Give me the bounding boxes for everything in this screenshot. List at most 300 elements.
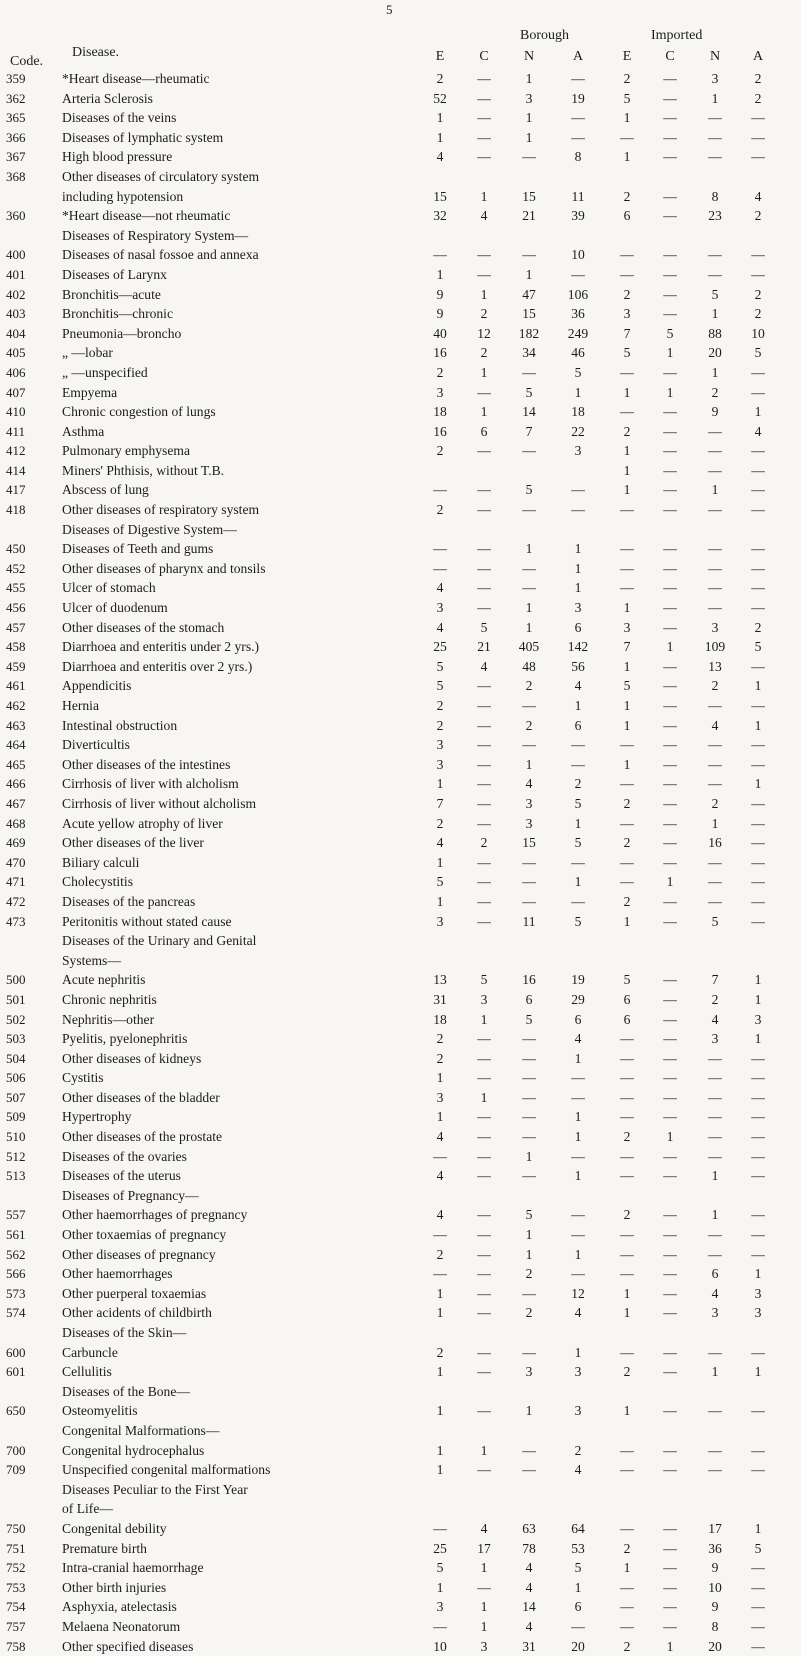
count-cell: 31	[514, 1637, 544, 1656]
count-cell: 1	[743, 970, 773, 990]
count-cell: 3	[425, 383, 455, 403]
disease-name: Other diseases of the bladder	[62, 1088, 414, 1108]
table-row	[0, 108, 801, 128]
table-row	[0, 1186, 801, 1206]
disease-code: 512	[6, 1147, 50, 1167]
table-row	[0, 285, 801, 305]
disease-code: 458	[6, 637, 50, 657]
disease-code: 406	[6, 363, 50, 383]
table-row	[0, 363, 801, 383]
count-cell: 1	[655, 343, 685, 363]
disease-name: Diseases of Larynx	[62, 265, 414, 285]
count-cell: 1	[700, 1166, 730, 1186]
count-cell: 6	[612, 990, 642, 1010]
count-cell: 9	[700, 1558, 730, 1578]
disease-code: 502	[6, 1010, 50, 1030]
disease-code: 367	[6, 147, 50, 167]
count-cell: 1	[469, 285, 499, 305]
col-header-imported-a: A	[743, 49, 773, 65]
count-cell: 5	[743, 343, 773, 363]
count-cell: 36	[563, 304, 593, 324]
page-number: 5	[386, 2, 393, 18]
count-cell: 2	[743, 285, 773, 305]
count-cell: —	[469, 853, 499, 873]
count-cell: —	[743, 108, 773, 128]
count-cell: 106	[563, 285, 593, 305]
col-header-borough-a: A	[563, 49, 593, 65]
count-cell: —	[743, 578, 773, 598]
disease-name: Congenital debility	[62, 1519, 414, 1539]
count-cell: —	[425, 559, 455, 579]
count-cell: 1	[563, 1578, 593, 1598]
count-cell: —	[612, 1049, 642, 1069]
count-cell: 5	[700, 285, 730, 305]
count-cell: —	[700, 578, 730, 598]
disease-name: Diverticultis	[62, 735, 414, 755]
count-cell: —	[743, 1558, 773, 1578]
count-cell: —	[655, 1049, 685, 1069]
count-cell: 40	[425, 324, 455, 344]
table-row	[0, 676, 801, 696]
count-cell: —	[514, 1441, 544, 1461]
disease-name: Other diseases of respiratory system	[62, 500, 414, 520]
count-cell: —	[612, 578, 642, 598]
count-cell: 3	[425, 735, 455, 755]
count-cell: 3	[514, 1362, 544, 1382]
col-header-borough-c: C	[469, 49, 499, 65]
count-cell: 5	[425, 1558, 455, 1578]
count-cell: —	[655, 1558, 685, 1578]
table-row	[0, 1362, 801, 1382]
disease-code: 709	[6, 1460, 50, 1480]
disease-name: Cirrhosis of liver without alcholism	[62, 794, 414, 814]
count-cell: 25	[425, 1539, 455, 1559]
table-row	[0, 1401, 801, 1421]
disease-name: Diseases of the ovaries	[62, 1147, 414, 1167]
count-cell: 12	[469, 324, 499, 344]
disease-code: 411	[6, 422, 50, 442]
count-cell: —	[655, 147, 685, 167]
count-cell: —	[655, 89, 685, 109]
table-row	[0, 1480, 801, 1500]
count-cell: 1	[469, 1088, 499, 1108]
count-cell: 2	[563, 1441, 593, 1461]
count-cell: 1	[612, 108, 642, 128]
disease-code: 404	[6, 324, 50, 344]
count-cell: —	[612, 245, 642, 265]
disease-code: 513	[6, 1166, 50, 1186]
count-cell: —	[425, 245, 455, 265]
disease-code: 455	[6, 578, 50, 598]
count-cell: —	[612, 1068, 642, 1088]
table-row	[0, 735, 801, 755]
count-cell: —	[743, 128, 773, 148]
count-cell: 6	[563, 716, 593, 736]
section-heading: Diseases of Pregnancy—	[62, 1186, 502, 1206]
disease-code: 504	[6, 1049, 50, 1069]
count-cell: 4	[425, 578, 455, 598]
count-cell: 1	[469, 402, 499, 422]
count-cell: —	[743, 500, 773, 520]
count-cell: —	[700, 1068, 730, 1088]
count-cell: —	[743, 833, 773, 853]
disease-name: Nephritis—other	[62, 1010, 414, 1030]
count-cell: —	[700, 1441, 730, 1461]
count-cell: 2	[743, 89, 773, 109]
count-cell: 3	[563, 1362, 593, 1382]
count-cell: 88	[700, 324, 730, 344]
table-row	[0, 912, 801, 932]
count-cell: 25	[425, 637, 455, 657]
count-cell: 17	[469, 1539, 499, 1559]
count-cell: 4	[469, 206, 499, 226]
count-cell: 1	[425, 1401, 455, 1421]
count-cell: —	[700, 598, 730, 618]
count-cell: —	[655, 1225, 685, 1245]
count-cell: —	[425, 1225, 455, 1245]
table-row	[0, 226, 801, 246]
count-cell: —	[700, 1460, 730, 1480]
count-cell: —	[700, 461, 730, 481]
count-cell: 5	[563, 833, 593, 853]
count-cell: —	[655, 794, 685, 814]
disease-name: Hypertrophy	[62, 1107, 414, 1127]
count-cell: —	[655, 108, 685, 128]
count-cell: —	[469, 69, 499, 89]
disease-code: 417	[6, 480, 50, 500]
count-cell: 6	[563, 1597, 593, 1617]
count-cell: —	[700, 539, 730, 559]
count-cell: 1	[743, 402, 773, 422]
table-row	[0, 343, 801, 363]
count-cell: 1	[425, 265, 455, 285]
table-row	[0, 1147, 801, 1167]
table-row	[0, 1068, 801, 1088]
disease-name: „ —unspecified	[62, 363, 414, 383]
table-row	[0, 1323, 801, 1343]
count-cell: 1	[743, 676, 773, 696]
count-cell: 12	[563, 1284, 593, 1304]
count-cell: —	[612, 1441, 642, 1461]
count-cell: —	[514, 578, 544, 598]
count-cell: 8	[700, 187, 730, 207]
count-cell: 3	[743, 1303, 773, 1323]
count-cell: —	[514, 1166, 544, 1186]
table-row	[0, 1421, 801, 1441]
count-cell: 4	[425, 1205, 455, 1225]
count-cell: —	[425, 1617, 455, 1637]
table-row	[0, 1558, 801, 1578]
count-cell: —	[655, 990, 685, 1010]
count-cell: —	[700, 1147, 730, 1167]
count-cell: 17	[700, 1519, 730, 1539]
count-cell: —	[743, 872, 773, 892]
count-cell: —	[700, 1049, 730, 1069]
count-cell: 3	[700, 618, 730, 638]
count-cell: 2	[514, 1264, 544, 1284]
table-row	[0, 89, 801, 109]
disease-code: 402	[6, 285, 50, 305]
disease-code: 366	[6, 128, 50, 148]
count-cell: —	[700, 147, 730, 167]
borough-group-header: Borough	[520, 28, 569, 44]
count-cell: —	[563, 128, 593, 148]
disease-code: 510	[6, 1127, 50, 1147]
count-cell: —	[655, 206, 685, 226]
disease-name: Intestinal obstruction	[62, 716, 414, 736]
count-cell: 2	[425, 500, 455, 520]
count-cell: 3	[700, 1029, 730, 1049]
table-row	[0, 931, 801, 951]
count-cell: —	[655, 1460, 685, 1480]
count-cell: —	[514, 872, 544, 892]
count-cell: —	[612, 735, 642, 755]
count-cell: 1	[743, 1362, 773, 1382]
count-cell: 2	[514, 716, 544, 736]
count-cell: —	[743, 1637, 773, 1656]
count-cell: 1	[425, 1068, 455, 1088]
count-cell: —	[469, 676, 499, 696]
count-cell: —	[655, 1617, 685, 1637]
table-row	[0, 814, 801, 834]
disease-code: 461	[6, 676, 50, 696]
disease-name: Diseases of lymphatic system	[62, 128, 414, 148]
count-cell: —	[655, 265, 685, 285]
count-cell: —	[469, 1068, 499, 1088]
count-cell: —	[469, 1147, 499, 1167]
count-cell: 8	[700, 1617, 730, 1637]
disease-code: 368	[6, 167, 50, 187]
table-row	[0, 167, 801, 187]
table-row	[0, 559, 801, 579]
count-cell: 5	[514, 1205, 544, 1225]
disease-name: Chronic nephritis	[62, 990, 414, 1010]
count-cell: 2	[700, 794, 730, 814]
table-row	[0, 1166, 801, 1186]
disease-code: 573	[6, 1284, 50, 1304]
count-cell: 1	[425, 1460, 455, 1480]
count-cell: 4	[700, 1284, 730, 1304]
count-cell: 3	[563, 441, 593, 461]
table-row	[0, 951, 801, 971]
disease-name: Other diseases of pregnancy	[62, 1245, 414, 1265]
count-cell: —	[655, 1343, 685, 1363]
count-cell: —	[655, 853, 685, 873]
disease-name: Pneumonia—broncho	[62, 324, 414, 344]
disease-code: 758	[6, 1637, 50, 1656]
count-cell: —	[700, 1107, 730, 1127]
disease-code: 456	[6, 598, 50, 618]
count-cell: 20	[700, 343, 730, 363]
count-cell: 9	[700, 1597, 730, 1617]
table-row	[0, 1264, 801, 1284]
count-cell: —	[655, 912, 685, 932]
count-cell: —	[469, 755, 499, 775]
table-row	[0, 265, 801, 285]
count-cell: —	[743, 912, 773, 932]
count-cell: 2	[612, 1362, 642, 1382]
count-cell: —	[655, 245, 685, 265]
count-cell: 1	[425, 1284, 455, 1304]
table-row	[0, 657, 801, 677]
count-cell: 5	[425, 657, 455, 677]
count-cell: —	[743, 1441, 773, 1461]
count-cell: —	[700, 872, 730, 892]
count-cell: —	[655, 970, 685, 990]
count-cell: 4	[563, 1460, 593, 1480]
count-cell: —	[469, 265, 499, 285]
count-cell: 2	[612, 794, 642, 814]
count-cell: —	[469, 539, 499, 559]
count-cell: —	[700, 1401, 730, 1421]
disease-code: 506	[6, 1068, 50, 1088]
count-cell: 1	[655, 1637, 685, 1656]
count-cell: 31	[425, 990, 455, 1010]
count-cell: —	[612, 1578, 642, 1598]
count-cell: 3	[700, 1303, 730, 1323]
count-cell: —	[612, 774, 642, 794]
count-cell: —	[612, 402, 642, 422]
count-cell: 1	[469, 363, 499, 383]
count-cell: 405	[514, 637, 544, 657]
disease-name: Pulmonary emphysema	[62, 441, 414, 461]
count-cell: —	[514, 1460, 544, 1480]
count-cell: —	[743, 1245, 773, 1265]
count-cell: —	[700, 422, 730, 442]
count-cell: 5	[425, 676, 455, 696]
table-row	[0, 520, 801, 540]
count-cell: 1	[514, 598, 544, 618]
count-cell: 7	[425, 794, 455, 814]
count-cell: 5	[743, 1539, 773, 1559]
count-cell: —	[655, 1303, 685, 1323]
count-cell: 6	[514, 990, 544, 1010]
count-cell: 16	[514, 970, 544, 990]
count-cell: 5	[743, 637, 773, 657]
count-cell: 2	[425, 441, 455, 461]
count-cell: 1	[743, 1264, 773, 1284]
count-cell: —	[612, 1343, 642, 1363]
count-cell: 2	[425, 363, 455, 383]
table-row	[0, 304, 801, 324]
disease-code: 401	[6, 265, 50, 285]
count-cell: —	[700, 559, 730, 579]
count-cell: 1	[655, 1127, 685, 1147]
count-cell: 2	[700, 990, 730, 1010]
count-cell: —	[743, 1068, 773, 1088]
count-cell: —	[469, 559, 499, 579]
count-cell: —	[514, 1029, 544, 1049]
count-cell: —	[612, 853, 642, 873]
count-cell: 1	[514, 539, 544, 559]
count-cell: 21	[514, 206, 544, 226]
count-cell: —	[514, 892, 544, 912]
count-cell: 39	[563, 206, 593, 226]
disease-name: Other acidents of childbirth	[62, 1303, 414, 1323]
count-cell: —	[655, 1029, 685, 1049]
count-cell: —	[655, 559, 685, 579]
table-row	[0, 1284, 801, 1304]
count-cell: —	[743, 794, 773, 814]
count-cell: 1	[563, 559, 593, 579]
count-cell: —	[469, 1303, 499, 1323]
table-row	[0, 1127, 801, 1147]
disease-code: 753	[6, 1578, 50, 1598]
disease-name: Bronchitis—chronic	[62, 304, 414, 324]
count-cell: 4	[700, 716, 730, 736]
count-cell: —	[469, 1107, 499, 1127]
disease-code: 464	[6, 735, 50, 755]
count-cell: —	[612, 539, 642, 559]
disease-name: Chronic congestion of lungs	[62, 402, 414, 422]
disease-code: 359	[6, 69, 50, 89]
count-cell: —	[612, 500, 642, 520]
disease-code: 750	[6, 1519, 50, 1539]
count-cell: 1	[425, 108, 455, 128]
count-cell: —	[469, 735, 499, 755]
disease-code: 754	[6, 1597, 50, 1617]
count-cell: 6	[700, 1264, 730, 1284]
count-cell: —	[469, 716, 499, 736]
table-row	[0, 1245, 801, 1265]
disease-name: Diarrhoea and enteritis under 2 yrs.)	[62, 637, 414, 657]
disease-code: 751	[6, 1539, 50, 1559]
count-cell: —	[743, 383, 773, 403]
count-cell: 2	[469, 304, 499, 324]
table-row	[0, 833, 801, 853]
count-cell: 1	[655, 383, 685, 403]
count-cell: —	[700, 265, 730, 285]
count-cell: —	[469, 245, 499, 265]
count-cell: —	[700, 500, 730, 520]
count-cell: —	[469, 480, 499, 500]
count-cell: —	[469, 1127, 499, 1147]
count-cell: 249	[563, 324, 593, 344]
disease-name: *Heart disease—rheumatic	[62, 69, 414, 89]
count-cell: 15	[514, 304, 544, 324]
table-row	[0, 441, 801, 461]
table-row	[0, 461, 801, 481]
count-cell: 1	[469, 1441, 499, 1461]
count-cell: 1	[563, 872, 593, 892]
disease-name: Miners' Phthisis, without T.B.	[62, 461, 414, 481]
count-cell: 1	[469, 1617, 499, 1637]
count-cell: 52	[425, 89, 455, 109]
disease-name: Diseases of nasal fossoe and annexa	[62, 245, 414, 265]
count-cell: 5	[563, 912, 593, 932]
count-cell: —	[743, 1578, 773, 1598]
count-cell: 1	[655, 872, 685, 892]
count-cell: 1	[612, 1401, 642, 1421]
count-cell: —	[563, 1617, 593, 1637]
count-cell: 3	[743, 1284, 773, 1304]
count-cell: 2	[743, 304, 773, 324]
disease-code: 752	[6, 1558, 50, 1578]
count-cell: —	[563, 500, 593, 520]
disease-code: 757	[6, 1617, 50, 1637]
table-row	[0, 1010, 801, 1030]
count-cell: —	[700, 696, 730, 716]
count-cell: —	[743, 755, 773, 775]
count-cell: 1	[612, 716, 642, 736]
count-cell: —	[514, 1107, 544, 1127]
disease-name: Other diseases of pharynx and tonsils	[62, 559, 414, 579]
count-cell: 182	[514, 324, 544, 344]
disease-name: Diarrhoea and enteritis over 2 yrs.)	[62, 657, 414, 677]
count-cell: —	[469, 383, 499, 403]
count-cell: —	[655, 1362, 685, 1382]
disease-code: 452	[6, 559, 50, 579]
